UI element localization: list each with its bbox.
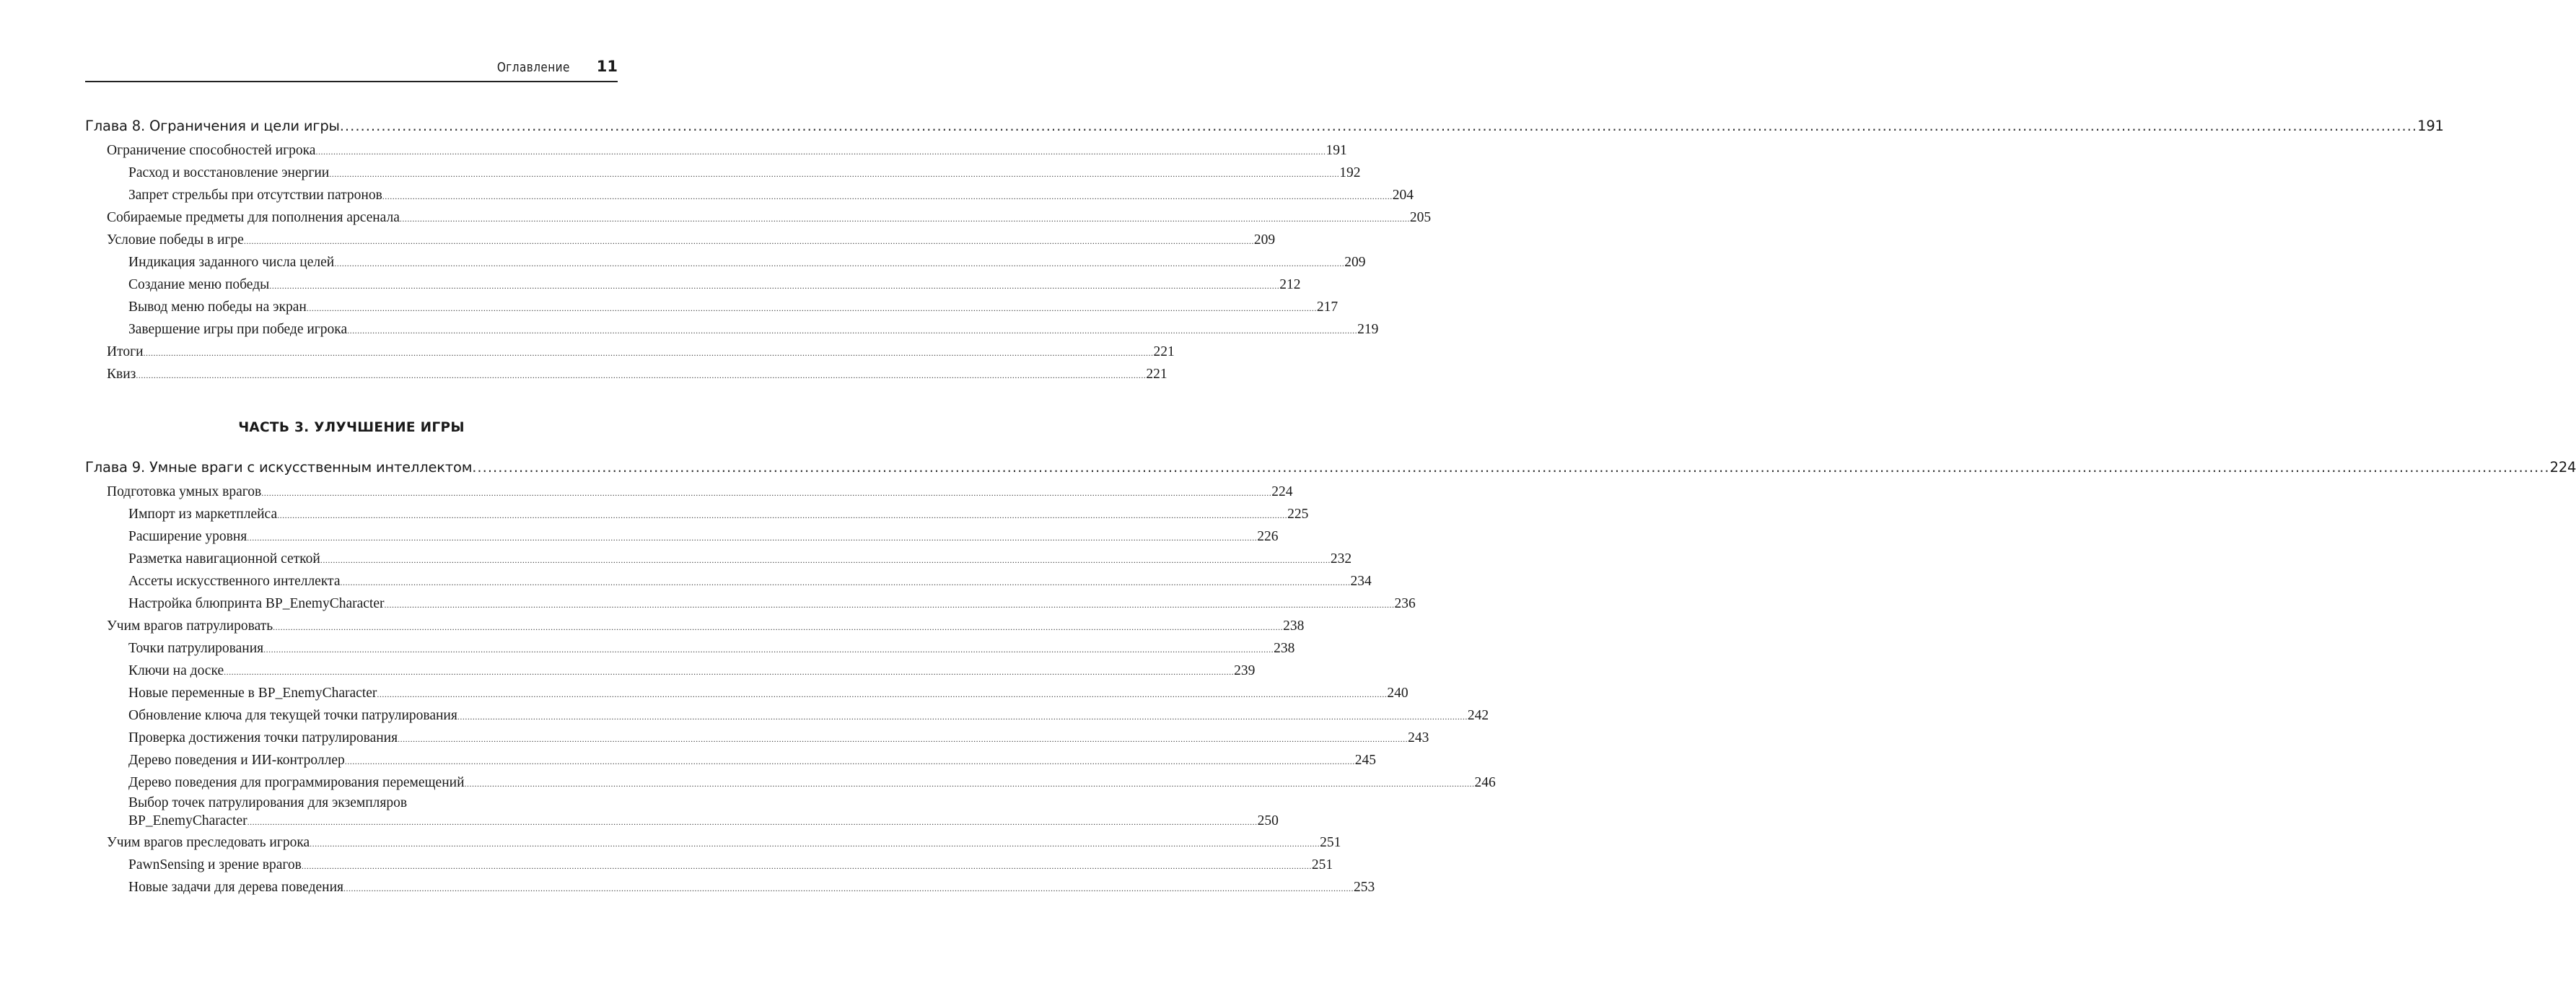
dot-leader: ................................................................................................................................................................................................................................................................................................................................................................................................................ (340, 577, 1351, 587)
toc-entry-level-2 (85, 274, 1301, 296)
entry-page: 192 (1339, 165, 1361, 180)
toc-entry-level-2 (85, 548, 1352, 570)
toc-entry-level-2 (85, 318, 1379, 341)
toc-entry-level-1 (85, 229, 1276, 251)
toc-entry-level-2 (85, 727, 1429, 749)
entry-page: 219 (1357, 322, 1379, 337)
toc-entry-level-1 (85, 615, 1305, 637)
entry-title: Глава 9. Умные враги с искусственным интеллектом (85, 459, 473, 476)
toc-entry-level-2 (85, 503, 1309, 525)
dot-leader: ................................................................................................................................................................................................................................................................................................................................................................................................................ (301, 861, 1312, 871)
chapter-heading (85, 455, 2576, 481)
entry-title: Дерево поведения и ИИ-контроллер (128, 753, 345, 768)
dot-leader: ................................................................................................................................................................................................................................................................................................................................................................................................................ (136, 370, 1147, 380)
entry-title: Новые переменные в BP_EnemyCharacter (128, 686, 377, 701)
toc-entry-level-2 (85, 525, 1279, 548)
toc-entry-level-1 (85, 206, 1432, 229)
dot-leader: ................................................................................................................................................................................................................................................................................................................................................................................................................ (269, 281, 1280, 291)
entry-title: Глава 8. Ограничения и цели игры (85, 118, 340, 134)
entry-page: 246 (1474, 775, 1496, 790)
part-heading: ЧАСТЬ 3. УЛУЧШЕНИЕ ИГРЫ (238, 420, 465, 435)
entry-page: 191 (2417, 118, 2444, 134)
running-header (85, 58, 618, 82)
entry-title: Ключи на доске (128, 663, 224, 678)
entry-page: 253 (1354, 880, 1375, 895)
dot-leader: ................................................................................................................................................................................................................................................................................................................................................................................................................ (329, 169, 1340, 179)
entry-page: 224 (1271, 484, 1293, 499)
entry-page: 226 (1257, 529, 1279, 544)
entry-page: 209 (1253, 232, 1276, 248)
entry-title: Разметка навигационной сеткой (128, 551, 320, 567)
entry-title: Условие победы в игре (107, 232, 244, 248)
entry-page: 242 (1467, 708, 1489, 723)
toc-entry-level-1 (85, 139, 1347, 162)
entry-page: 224 (2549, 459, 2576, 476)
dot-leader: ................................................................................................................................................................................................................................................................................................................................................................................................................ (263, 644, 1274, 655)
dot-leader: ................................................................................................................................................................................................................................................................................................................................................................................................................ (344, 756, 1355, 766)
page-number: 11 (596, 58, 618, 75)
entry-title: Итоги (107, 344, 144, 359)
toc-entry-level-2 (85, 854, 1333, 876)
toc-entry-level-2 (85, 296, 1339, 318)
entry-page: 234 (1350, 574, 1372, 589)
entry-page: 243 (1408, 730, 1429, 745)
entry-title: Дерево поведения для программирования перемещений (128, 775, 465, 790)
dot-leader: ................................................................................................................................................................................................................................................................................................................................................................................................................ (247, 817, 1258, 827)
toc-entry-level-2 (85, 876, 1375, 898)
entry-title: Расход и восстановление энергии (128, 165, 330, 180)
entry-page: 191 (1326, 143, 1347, 158)
entry-page: 245 (1354, 753, 1377, 768)
dot-leader: ................................................................................................................................................................................................................................................................................................................................................................................................................ (457, 712, 1468, 722)
entry-line-2 (128, 812, 1279, 831)
entry-title: Подготовка умных врагов (107, 484, 262, 499)
toc-entry-level-2 (85, 704, 1489, 727)
toc-entry-level-2 (85, 794, 1279, 831)
dot-leader: ................................................................................................................................................................................................................................................................................................................................................................................................................ (382, 191, 1393, 201)
entry-title: Собираемые предметы для пополнения арсенала (107, 210, 400, 225)
entry-title-continued: BP_EnemyCharacter (128, 813, 247, 828)
toc-entry-level-2 (85, 184, 1414, 206)
dot-leader: ................................................................................................................................................................................................................................................................................................................................................................................................................ (306, 303, 1317, 313)
dot-leader: ................................................................................................................................................................................................................................................................................................................................................................................................................ (320, 555, 1331, 565)
toc-entry-level-2 (85, 749, 1377, 771)
dot-leader: ................................................................................................................................................................................................................................................................................................................................................................................................................ (334, 258, 1345, 268)
dot-leader: ................................................................................................................................................................................................................................................................................................................................................................................................................ (464, 779, 1475, 789)
entry-title: Учим врагов патрулировать (107, 618, 273, 634)
entry-page: 238 (1274, 641, 1295, 656)
dot-leader: ................................................................................................................................................................................................................................................................................................................................................................................................................ (398, 734, 1409, 744)
entry-page: 221 (1146, 367, 1167, 382)
entry-title: Ограничение способностей игрока (107, 143, 316, 158)
entry-title: Обновление ключа для текущей точки патрулирования (128, 708, 457, 723)
toc-entry-level-2 (85, 570, 1372, 592)
entry-title: Вывод меню победы на экран (128, 299, 307, 315)
entry-title: Выбор точек патрулирования для экземпляров (128, 795, 408, 810)
entry-page: 212 (1279, 277, 1301, 292)
dot-leader: ................................................................................................................................................................................................................................................................................................................................................................................................................ (343, 883, 1354, 893)
entry-title: Запрет стрельбы при отсутствии патронов (128, 188, 382, 203)
entry-page: 209 (1344, 255, 1366, 270)
entry-page: 239 (1234, 663, 1256, 678)
toc-entry-level-2 (85, 682, 1409, 704)
entry-page: 251 (1311, 857, 1333, 872)
entry-title: PawnSensing и зрение врагов (128, 857, 302, 872)
entry-title: Расширение уровня (128, 529, 247, 544)
dot-leader: ................................................................................................................................................................................................................................................................................................................................................................................................................ (339, 118, 2418, 134)
dot-leader: ................................................................................................................................................................................................................................................................................................................................................................................................................ (315, 146, 1326, 157)
entry-title: Точки патрулирования (128, 641, 264, 656)
toc-entry-level-2 (85, 162, 1361, 184)
running-header-title: Оглавление (496, 60, 570, 75)
dot-leader: ................................................................................................................................................................................................................................................................................................................................................................................................................ (247, 533, 1258, 543)
entry-title: Индикация заданного числа целей (128, 255, 335, 270)
dot-leader: ................................................................................................................................................................................................................................................................................................................................................................................................................ (277, 510, 1288, 520)
entry-title: Новые задачи для дерева поведения (128, 880, 343, 895)
toc-entry-level-1 (85, 831, 1341, 854)
toc-entry-level-1 (85, 341, 1175, 363)
entry-title: Создание меню победы (128, 277, 270, 292)
dot-leader: ................................................................................................................................................................................................................................................................................................................................................................................................................ (243, 236, 1254, 246)
entry-page: 232 (1330, 551, 1352, 567)
entry-title: Учим врагов преследовать игрока (107, 835, 310, 850)
entry-page: 240 (1387, 686, 1409, 701)
toc-entry-level-2 (85, 771, 1496, 794)
entry-page: 236 (1394, 596, 1416, 611)
entry-page: 225 (1287, 507, 1309, 522)
dot-leader: ................................................................................................................................................................................................................................................................................................................................................................................................................ (384, 600, 1395, 610)
dot-leader: ................................................................................................................................................................................................................................................................................................................................................................................................................ (472, 459, 2550, 476)
toc-entry-level-2 (85, 660, 1256, 682)
entry-page: 238 (1283, 618, 1305, 634)
dot-leader: ................................................................................................................................................................................................................................................................................................................................................................................................................ (224, 667, 1235, 677)
dot-leader: ................................................................................................................................................................................................................................................................................................................................................................................................................ (273, 622, 1284, 632)
dot-leader: ................................................................................................................................................................................................................................................................................................................................................................................................................ (377, 689, 1388, 699)
entry-title: Завершение игры при победе игрока (128, 322, 348, 337)
entry-page: 205 (1409, 210, 1432, 225)
toc-entry-level-2 (85, 637, 1295, 660)
toc-chapter-9 (85, 455, 2576, 898)
entry-title: Проверка достижения точки патрулирования (128, 730, 398, 745)
dot-leader: ................................................................................................................................................................................................................................................................................................................................................................................................................ (143, 348, 1154, 358)
toc-entry-level-1 (85, 363, 1167, 385)
entry-title: Квиз (107, 367, 136, 382)
dot-leader: ................................................................................................................................................................................................................................................................................................................................................................................................................ (347, 325, 1358, 336)
dot-leader: ................................................................................................................................................................................................................................................................................................................................................................................................................ (261, 488, 1272, 498)
chapter-heading (85, 113, 2444, 139)
toc-entry-level-1 (85, 481, 1293, 503)
entry-page: 221 (1153, 344, 1175, 359)
dot-leader: ................................................................................................................................................................................................................................................................................................................................................................................................................ (310, 839, 1320, 849)
toc-entry-level-2 (85, 251, 1366, 274)
entry-title: Ассеты искусственного интеллекта (128, 574, 341, 589)
dot-leader: ................................................................................................................................................................................................................................................................................................................................................................................................................ (399, 214, 1410, 224)
entry-page: 251 (1320, 835, 1341, 850)
toc-entry-level-2 (85, 592, 1416, 615)
entry-page: 204 (1392, 188, 1414, 203)
entry-page: 250 (1257, 813, 1279, 828)
entry-title: Настройка блюпринта BP_EnemyCharacter (128, 596, 385, 611)
entry-page: 217 (1316, 299, 1339, 315)
toc-chapter-8 (85, 113, 2444, 385)
entry-title: Импорт из маркетплейса (128, 507, 278, 522)
